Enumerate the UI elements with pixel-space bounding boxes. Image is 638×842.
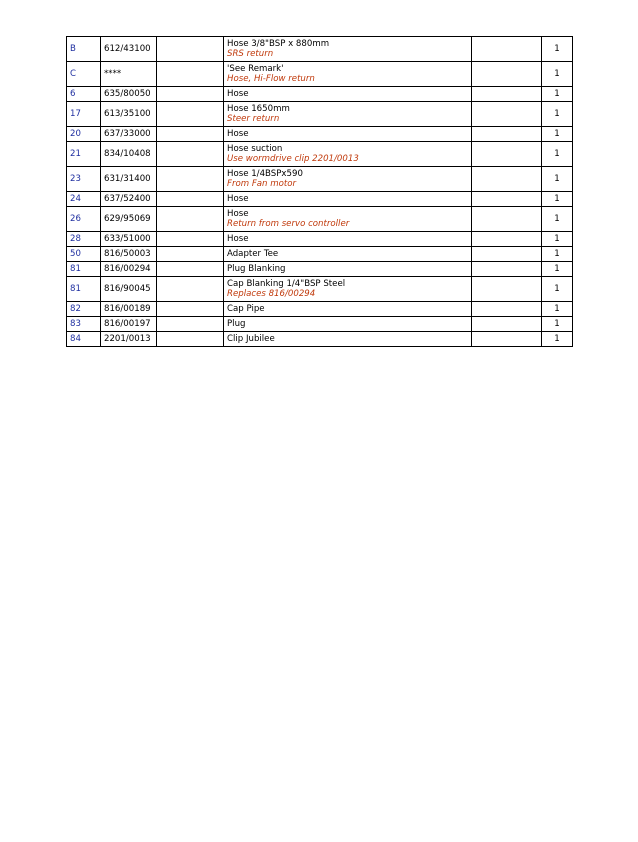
part-number-cell: 816/00294: [101, 262, 157, 277]
description-cell: [224, 62, 472, 87]
ref-cell: 28: [67, 232, 101, 247]
quantity-cell: 1: [542, 37, 573, 62]
ref-cell: 81: [67, 262, 101, 277]
blank-cell: [157, 332, 224, 347]
blank-cell: [472, 37, 542, 62]
description-text: Hose suction: [227, 144, 283, 154]
part-number-cell: 2201/0013: [101, 332, 157, 347]
quantity-cell: 1: [542, 317, 573, 332]
part-number-cell: 816/90045: [101, 277, 157, 302]
description-text: Clip Jubilee: [227, 334, 275, 344]
remark-text: Use wormdrive clip 2201/0013: [227, 154, 359, 164]
quantity-cell: 1: [542, 232, 573, 247]
blank-cell: [157, 262, 224, 277]
quantity-cell: 1: [542, 142, 573, 167]
blank-cell: [157, 102, 224, 127]
ref-cell: 50: [67, 247, 101, 262]
remark-text: Replaces 816/00294: [227, 289, 316, 299]
blank-cell: [157, 37, 224, 62]
description-cell: [224, 317, 472, 332]
description-cell: [224, 102, 472, 127]
table-row: [67, 127, 573, 142]
description-cell: [224, 332, 472, 347]
part-number-cell: 633/51000: [101, 232, 157, 247]
description-cell: [224, 262, 472, 277]
table-row: [67, 102, 573, 127]
quantity-cell: 1: [542, 207, 573, 232]
blank-cell: [472, 277, 542, 302]
table-row: [67, 302, 573, 317]
blank-cell: [157, 127, 224, 142]
table-row: [67, 247, 573, 262]
part-number-cell: 613/35100: [101, 102, 157, 127]
quantity-cell: 1: [542, 62, 573, 87]
description-text: Hose: [227, 209, 249, 219]
blank-cell: [157, 142, 224, 167]
ref-cell: 23: [67, 167, 101, 192]
table-row: [67, 277, 573, 302]
part-number-cell: 631/31400: [101, 167, 157, 192]
quantity-cell: 1: [542, 247, 573, 262]
description-cell: [224, 277, 472, 302]
table-row: [67, 262, 573, 277]
blank-cell: [157, 232, 224, 247]
quantity-cell: 1: [542, 167, 573, 192]
blank-cell: [157, 62, 224, 87]
blank-cell: [157, 87, 224, 102]
blank-cell: [472, 247, 542, 262]
description-cell: [224, 127, 472, 142]
ref-cell: 24: [67, 192, 101, 207]
blank-cell: [157, 317, 224, 332]
ref-cell: 84: [67, 332, 101, 347]
blank-cell: [472, 142, 542, 167]
blank-cell: [472, 87, 542, 102]
remark-text: Steer return: [227, 114, 280, 124]
blank-cell: [472, 62, 542, 87]
ref-cell: 6: [67, 87, 101, 102]
description-text: Cap Pipe: [227, 304, 265, 314]
ref-cell: 17: [67, 102, 101, 127]
quantity-cell: 1: [542, 192, 573, 207]
quantity-cell: 1: [542, 87, 573, 102]
ref-cell: 26: [67, 207, 101, 232]
quantity-cell: 1: [542, 277, 573, 302]
table-row: [67, 317, 573, 332]
quantity-cell: 1: [542, 102, 573, 127]
table-row: [67, 232, 573, 247]
part-number-cell: 834/10408: [101, 142, 157, 167]
blank-cell: [157, 247, 224, 262]
description-text: 'See Remark': [227, 64, 284, 74]
description-cell: [224, 142, 472, 167]
description-text: Plug Blanking: [227, 264, 286, 274]
blank-cell: [472, 302, 542, 317]
blank-cell: [472, 317, 542, 332]
remark-text: Hose, Hi-Flow return: [227, 74, 315, 84]
description-cell: [224, 232, 472, 247]
part-number-cell: ****: [101, 62, 157, 87]
part-number-cell: 637/33000: [101, 127, 157, 142]
table-row: [67, 37, 573, 62]
blank-cell: [157, 167, 224, 192]
description-text: Hose: [227, 234, 249, 244]
part-number-cell: 629/95069: [101, 207, 157, 232]
blank-cell: [472, 192, 542, 207]
description-text: Adapter Tee: [227, 249, 279, 259]
description-text: Hose 1/4BSPx590: [227, 169, 303, 179]
description-text: Hose: [227, 89, 249, 99]
ref-cell: B: [67, 37, 101, 62]
blank-cell: [157, 302, 224, 317]
table-row: [67, 142, 573, 167]
description-text: Plug: [227, 319, 246, 329]
blank-cell: [472, 332, 542, 347]
blank-cell: [157, 277, 224, 302]
quantity-cell: 1: [542, 262, 573, 277]
blank-cell: [472, 232, 542, 247]
ref-cell: C: [67, 62, 101, 87]
description-cell: [224, 192, 472, 207]
remark-text: Return from servo controller: [227, 219, 350, 229]
remark-text: From Fan motor: [227, 179, 297, 189]
description-cell: [224, 302, 472, 317]
part-number-cell: 816/50003: [101, 247, 157, 262]
blank-cell: [472, 207, 542, 232]
table-row: [67, 87, 573, 102]
ref-cell: 81: [67, 277, 101, 302]
blank-cell: [472, 167, 542, 192]
blank-cell: [472, 127, 542, 142]
part-number-cell: 637/52400: [101, 192, 157, 207]
description-text: Hose: [227, 194, 249, 204]
quantity-cell: 1: [542, 332, 573, 347]
description-cell: [224, 167, 472, 192]
table-row: [67, 167, 573, 192]
part-number-cell: 816/00197: [101, 317, 157, 332]
blank-cell: [472, 102, 542, 127]
ref-cell: 21: [67, 142, 101, 167]
blank-cell: [157, 192, 224, 207]
description-text: Cap Blanking 1/4"BSP Steel: [227, 279, 346, 289]
parts-table: [66, 36, 573, 347]
table-row: [67, 192, 573, 207]
part-number-cell: 816/00189: [101, 302, 157, 317]
description-text: Hose 3/8"BSP x 880mm: [227, 39, 330, 49]
description-text: Hose: [227, 129, 249, 139]
table-row: [67, 207, 573, 232]
description-cell: [224, 87, 472, 102]
description-cell: [224, 247, 472, 262]
table-row: [67, 332, 573, 347]
description-cell: [224, 207, 472, 232]
quantity-cell: 1: [542, 302, 573, 317]
ref-cell: 83: [67, 317, 101, 332]
description-cell: [224, 37, 472, 62]
blank-cell: [157, 207, 224, 232]
description-text: Hose 1650mm: [227, 104, 290, 114]
quantity-cell: 1: [542, 127, 573, 142]
part-number-cell: 635/80050: [101, 87, 157, 102]
parts-table-body: [67, 37, 573, 347]
part-number-cell: 612/43100: [101, 37, 157, 62]
table-row: [67, 62, 573, 87]
remark-text: SRS return: [227, 49, 274, 59]
blank-cell: [472, 262, 542, 277]
ref-cell: 20: [67, 127, 101, 142]
ref-cell: 82: [67, 302, 101, 317]
